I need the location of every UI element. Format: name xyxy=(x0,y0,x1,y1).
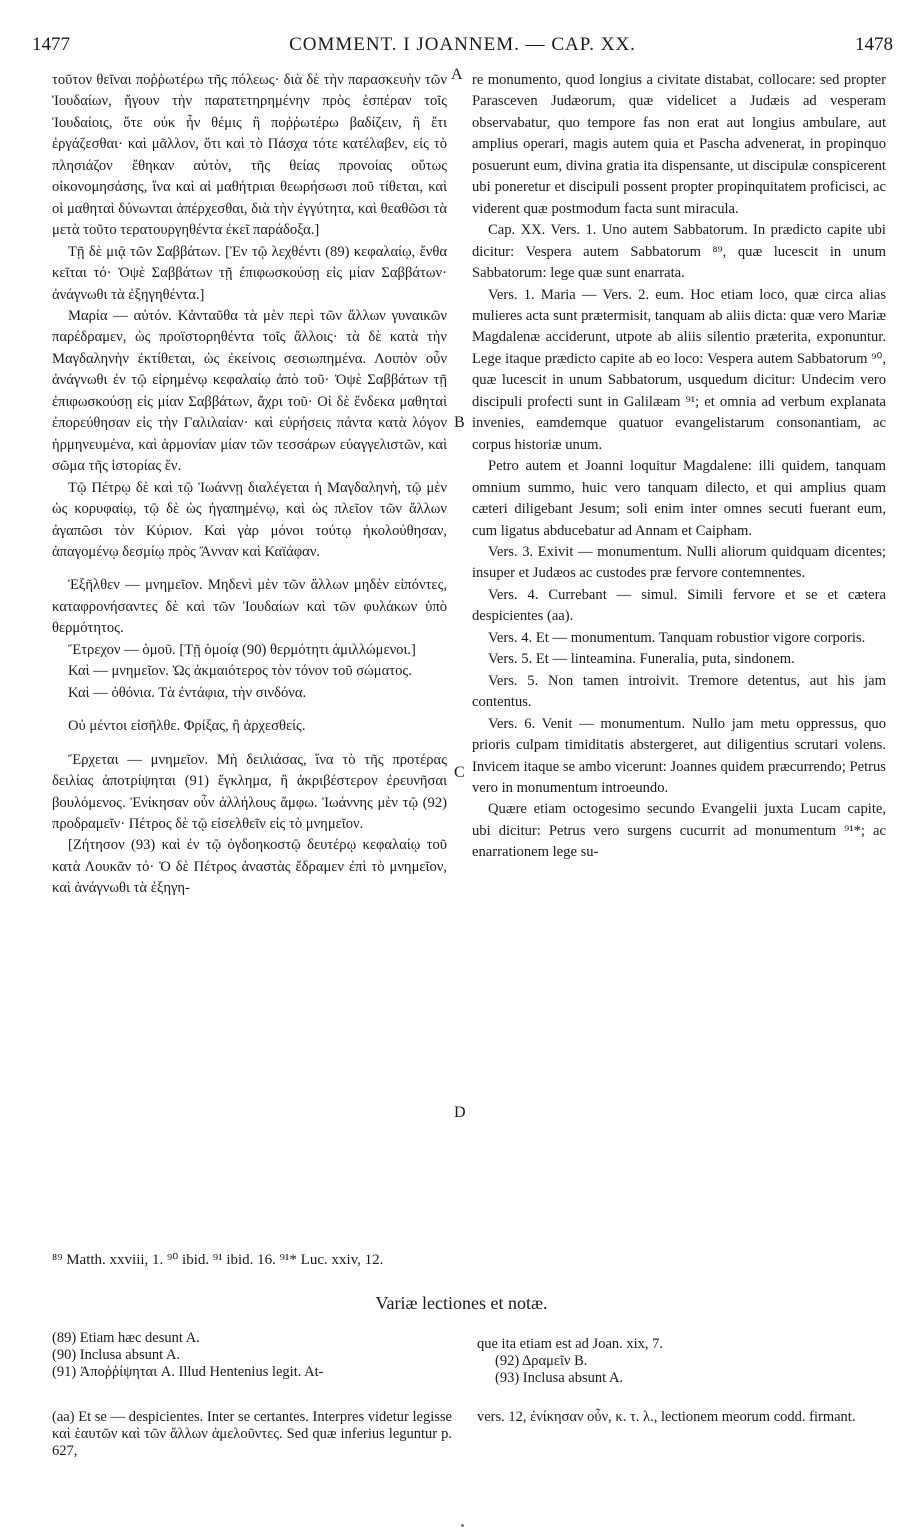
greek-paragraph: Τῇ δὲ μιᾷ τῶν Σαββάτων. [Ἐν τῷ λεχθέντι (89) κεφαλαίῳ, ἔνθα κεῖται τό· Ὀψὲ Σαββάτων τῇ ἐπιφωσκούσῃ εἰς μίαν Σαββάτων· ἀνάγνωθι τὰ ἐξηγηθέντα.] xyxy=(52,243,447,303)
note-aa-right xyxy=(477,1409,877,1426)
variant-note: (89) Etiam hæc desunt A. xyxy=(52,1330,200,1346)
variant-note: (93) Inclusa absunt A. xyxy=(495,1370,624,1386)
variant-notes-left xyxy=(52,1330,452,1381)
running-header xyxy=(32,34,893,60)
variant-note: que ita etiam est ad Joan. xix, 7. xyxy=(477,1336,664,1352)
latin-paragraph: Petro autem et Joanni loquitur Magdalene: illi quidem, tanquam omnium summo, huic vero tanquam dilecto, et qui amplius quam cæteri diligebant Jesum; soli enim inter omnes secuti fuerant eum, cum ligatus abducebatur ad Annam et Caipham. xyxy=(472,458,886,539)
print-speck xyxy=(461,1524,464,1527)
latin-paragraph: Vers. 3. Exivit — monumentum. Nulli aliorum quidquam dicentes; insuper et Judæos ac custodes præ fervore contemnentes. xyxy=(472,543,886,582)
greek-paragraph: Μαρία — αὐτόν. Κἀνταῦθα τὰ μὲν περὶ τῶν ἄλλων γυναικῶν παρέδραμεν, ὡς προϊστορηθέντα τοῖς ἄλλοις· τὰ δὲ κατὰ τὴν Μαγδαληνὴν ἐκτίθεται, ὡς ἐκείνοις σεσιωπημένα. Λοιπὸν οὖν ἀνάγνωθι ἐν τῷ εἰρημένῳ κεφαλαίῳ ἀπὸ τοῦ· Ὀψὲ Σαββάτων τῇ ἐπιφωσκούσῃ εἰς μίαν Σαββάτων, ἄχρι τοῦ· Οἱ δὲ ἕνδεκα μαθηταὶ ἐπορεύθησαν εἰς τὴν Γαλιλαίαν· καὶ εὑρήσεις πάντα κατὰ λόγον ἡρμηνευμένα, καὶ ἁρμονίαν μίαν τῶν τεσσάρων εὐαγγελιστῶν, καὶ σῶμα τῆς ἱστορίας ἕν. xyxy=(52,307,447,475)
greek-column xyxy=(52,70,447,900)
latin-paragraph: re monumento, quod longius a civitate distabat, collocare: sed propter Parasceven Judæorum, quæ videlicet a Judæis ad vesperam observabatur, quo tempore fas non erat aut longius ambulare, aut amplius operari, magis autem quia et Pascha advenerat, in propinquo posuerunt eum, divina gratia ita dispensante, ut discipulæ conspicerent ubi poneretur et discipuli possent propter propinquitatem proficisci, ac viderent quæ postmodum facta sunt miracula. xyxy=(472,72,886,217)
variant-notes-right xyxy=(477,1336,877,1387)
latin-paragraph: Vers. 5. Non tamen introivit. Tremore detentus, aut his jam contentus. xyxy=(472,672,886,711)
latin-paragraph: Vers. 4. Currebant — simul. Simili fervore et se et cætera despicientes (aa). xyxy=(472,586,886,625)
latin-paragraph: Vers. 4. Et — monumentum. Tanquam robustior vigore corporis. xyxy=(488,629,866,646)
greek-paragraph: Καὶ — μνημεῖον. Ὡς ἀκμαιότερος τὸν τόνον τοῦ σώματος. xyxy=(68,663,412,680)
greek-paragraph: Ἔτρεχον — ὁμοῦ. [Τῇ ὁμοίᾳ (90) θερμότητι ἁμιλλώμενοι.] xyxy=(68,641,416,658)
margin-marker-d: D xyxy=(454,1104,466,1121)
variant-note: (91) Ἀποῤῥίψηται A. Illud Hentenius legit. At- xyxy=(52,1364,324,1380)
margin-marker-c: C xyxy=(454,764,465,781)
scripture-footnotes: ⁸⁹ Matth. xxviii, 1. ⁹⁰ ibid. ⁹¹ ibid. 16. ⁹¹* Luc. xxiv, 12. xyxy=(52,1252,384,1268)
variant-note: (90) Inclusa absunt A. xyxy=(52,1347,181,1363)
greek-paragraph: τοῦτον θεῖναι ποῤῥωτέρω τῆς πόλεως· διὰ δὲ τὴν παρασκευὴν τῶν Ἰουδαίων, ἤγουν τὴν παρατετηρημένην πρὸς ἑσπέραν τοῖς Ἰουδαίοις, ὅτε οὐκ ἦν θέμις ἢ ποῤῥωτέρω βαδίζειν, ἢ ἔτι ἐργάζεσθαι· καὶ μᾶλλον, ὅτι καὶ τὸ Πάσχα τότε κατέλαβεν, εἰς τὸ πλησιάζον ἔθηκαν αὐτὸν, τῆς θείας προνοίας οὕτως οἰκονομησάσης, ἵνα καὶ αἱ μαθήτριαι θεωρήσωσι ποῦ τίθεται, καὶ οἱ μαθηταὶ δύνωνται ἀπέρχεσθαι, διὰ τὴν ἐγγύτητα, καὶ θεαθῶσι τὰ μετὰ τοῦτο τερατουργηθέντα ἐκεῖ παράδοξα.] xyxy=(52,72,447,239)
margin-marker-a: A xyxy=(451,66,463,83)
greek-paragraph: Ἔρχεται — μνημεῖον. Μὴ δειλιάσας, ἵνα τὸ τῆς προτέρας δειλίας ἀποτρίψηται (91) ἔγκλημα, ἢ ἀκριβέστερον ἐρευνῆσαι βουλόμενος. Ἐνίκησαν οὖν ἀλλήλους ἄμφω. Ἰωάννης μὲν τῷ (92) προδραμεῖν· Πέτρος δὲ τῷ εἰσελθεῖν εἰς τὸ μνημεῖον. xyxy=(52,751,447,832)
greek-paragraph: [Ζήτησον (93) καὶ ἐν τῷ ὀγδοηκοστῷ δευτέρῳ κεφαλαίῳ τοῦ κατὰ Λουκᾶν τό· Ὁ δὲ Πέτρος ἀναστὰς ἔδραμεν ἐπὶ τὸ μνημεῖον, καὶ ἀνάγνωθι τὰ ἐξηγη- xyxy=(52,837,447,897)
latin-paragraph: Vers. 6. Venit — monumentum. Nullo jam metu oppressus, quo prioris culpam timiditatis abstergeret, aut diligentius scrutari volens. Invicem itaque se ambo vicerunt: Joannes quidem præcurrendo; Petrus vero in monumentum introeundo. xyxy=(472,715,886,796)
greek-paragraph: Καὶ — ὀθόνια. Τὰ ἐντάφια, τὴν σινδόνα. xyxy=(68,684,307,701)
latin-paragraph: Vers. 5. Et — linteamina. Funeralia, puta, sindonem. xyxy=(488,651,795,668)
latin-paragraph: Quære etiam octogesimo secundo Evangelii juxta Lucam capite, ubi dicitur: Petrus vero surgens cucurrit ad monumentum ⁹¹*; ac enarrationem lege su- xyxy=(472,801,886,861)
greek-paragraph: Ἐξῆλθεν — μνημεῖον. Μηδενὶ μὲν τῶν ἄλλων μηδὲν εἰπόντες, καταφρονήσαντες δὲ καὶ τῶν Ἰουδαίων καὶ τῶν φυλάκων ὑπὸ θερμότητος. xyxy=(52,577,447,637)
latin-column xyxy=(472,70,886,864)
variant-note: (92) Δραμεῖν B. xyxy=(495,1353,588,1369)
left-page-number: 1477 xyxy=(32,34,70,55)
editorial-note: (aa) Et se — despicientes. Inter se certantes. Interpres videtur legisse καὶ ἑαυτῶν καὶ τῶν ἄλλων ἀμελοῦντες. Sed quæ inferius leguntur p. 627, xyxy=(52,1409,452,1459)
greek-paragraph: Τῷ Πέτρῳ δὲ καὶ τῷ Ἰωάννῃ διαλέγεται ἡ Μαγδαληνὴ, τῷ μὲν ὡς κορυφαίῳ, τῷ δὲ ὡς ἠγαπημένῳ, καὶ ὡς πλεῖον τῶν ἄλλων ἀγαπῶσι τὸν Κύριον. Καὶ γὰρ μόνοι τούτῳ ἠκολούθησαν, ἀπαγομένῳ δεσμίῳ πρὸς Ἄνναν καὶ Καϊάφαν. xyxy=(52,479,447,560)
running-title: COMMENT. I JOANNEM. — CAP. XX. xyxy=(289,34,636,55)
latin-paragraph: Vers. 1. Maria — Vers. 2. eum. Hoc etiam loco, quæ circa alias mulieres acta sunt prætermisit, tanquam ab aliis dicta: quæ vero Mariæ Magdalenæ acciderunt, utpote ab aliis silentio præterita, exponuntur. Lege itaque prædicto capite ab eo loco: Vespera autem Sabbatorum ⁹⁰, quæ lucescit in unum Sabbatorum, usquedum dicitur: Undecim vero discipuli profecti sunt in Galilæam ⁹¹; et omnia ad verbum explanata invenies, eamdemque quatuor evangelistarum consonantiam, ac corpus historiæ unum. xyxy=(472,286,886,453)
right-page-number: 1478 xyxy=(855,34,893,55)
margin-marker-b: B xyxy=(454,414,465,431)
notes-title: Variæ lectiones et notæ. xyxy=(375,1293,548,1313)
greek-paragraph: Οὐ μέντοι εἰσῆλθε. Φρίξας, ἢ ἀρχεσθείς. xyxy=(68,718,306,735)
latin-paragraph: Cap. XX. Vers. 1. Uno autem Sabbatorum. In prædicto capite ubi dicitur: Vespera autem Sabbatorum ⁸⁹, quæ lucescit in unum Sabbatorum: lege quæ sunt enarrata. xyxy=(472,222,886,282)
note-aa-left xyxy=(52,1409,452,1460)
editorial-note: vers. 12, ἐνίκησαν οὖν, κ. τ. λ., lectionem meorum codd. firmant. xyxy=(477,1409,856,1425)
